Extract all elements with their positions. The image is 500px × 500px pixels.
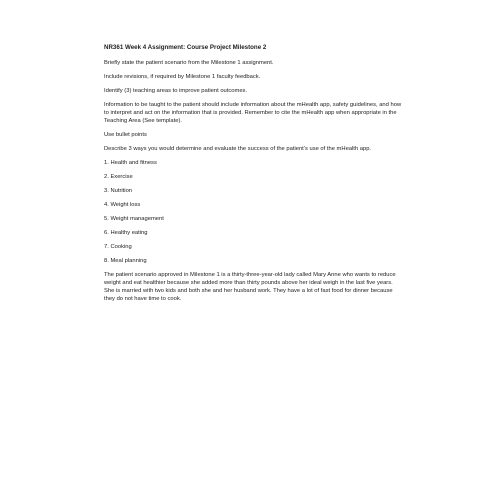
document-title: NR361 Week 4 Assignment: Course Project Milestone 2 — [104, 44, 267, 51]
patient-scenario-paragraph: The patient scenario approved in Milestone 1 is a thirty-three-year-old lady called Mary Anne who wants to reduce weight and eat healthier because she added more than thirty pounds above her ideal weigh in the last five years. She is married with two kids and both she and her husband work. They have a lot of fast food for dinner because they do not have time to cook. — [104, 272, 396, 302]
instruction-evaluate-success: Describe 3 ways you would determine and evaluate the success of the patient’s use of the mHealth app. — [104, 146, 372, 152]
list-item: 8. Meal planning — [104, 258, 147, 264]
list-item: 6. Healthy eating — [104, 230, 148, 236]
instruction-information: Information to be taught to the patient should include information about the mHealth app, safety guidelines, and how to interpret and act on the information that is provided. Remember to cite the mHealth app when appropriate in the Teaching Area (See template). — [104, 102, 402, 124]
instruction-bullet-points: Use bullet points — [104, 132, 147, 138]
list-item: 5. Weight management — [104, 216, 164, 222]
list-item: 4. Weight loss — [104, 202, 141, 208]
document-body — [104, 44, 404, 309]
list-item: 2. Exercise — [104, 174, 133, 180]
list-item: 7. Cooking — [104, 244, 132, 250]
list-item: 1. Health and fitness — [104, 160, 157, 166]
instruction-revisions: Include revisions, if required by Milestone 1 faculty feedback. — [104, 74, 261, 80]
instruction-teaching-areas: Identify (3) teaching areas to improve patient outcomes. — [104, 88, 248, 94]
instruction-patient-scenario: Briefly state the patient scenario from the Milestone 1 assignment. — [104, 60, 274, 66]
list-item: 3. Nutrition — [104, 188, 133, 194]
